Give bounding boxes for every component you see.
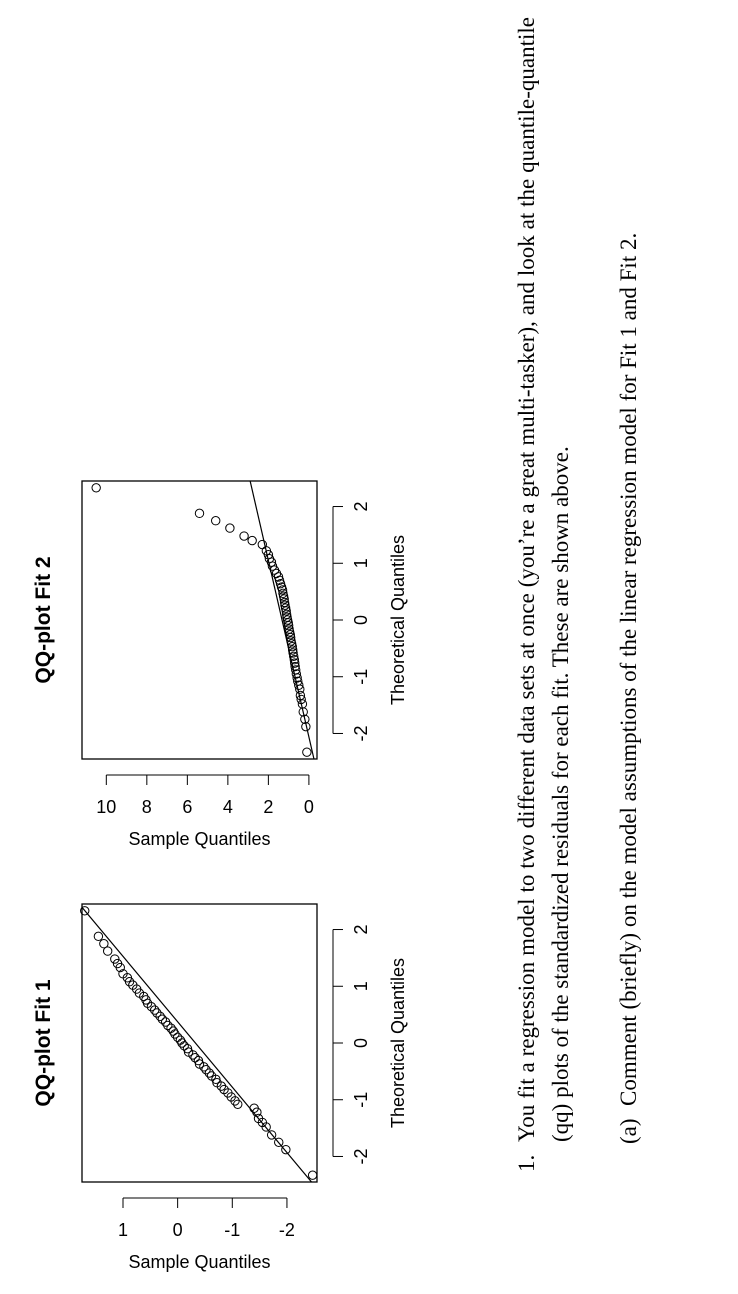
data-point [240, 532, 248, 540]
y-tick-label: 6 [182, 797, 193, 817]
y-tick-label: 8 [141, 797, 152, 817]
x-axis-label: Theoretical Quantiles [388, 957, 408, 1129]
data-point [282, 1145, 290, 1153]
data-point [195, 509, 203, 517]
question-number: 1. [514, 1154, 539, 1172]
question-text: You fit a regression model to two different data sets at once (you’re a great multi-tasker), and look at the quantile-quantile (qq) plots of the standardized residuals for each fit. These are shown above. [514, 17, 573, 1142]
plot-frame [82, 904, 317, 1182]
y-tick-label: 10 [96, 797, 117, 817]
y-tick-label: -2 [278, 1220, 295, 1240]
data-point [92, 484, 100, 492]
x-tick-label: 1 [351, 558, 371, 569]
y-axis-label: Sample Quantiles [128, 829, 271, 849]
subquestion-label: (a) [616, 1118, 641, 1144]
x-tick-label: -2 [351, 725, 371, 742]
plot-title: QQ-plot Fit 1 [32, 979, 55, 1107]
data-point [100, 940, 108, 948]
data-point [308, 1171, 316, 1179]
x-tick-label: -1 [351, 1091, 371, 1108]
x-tick-label: -1 [351, 668, 371, 685]
x-axis-label: Theoretical Quantiles [388, 534, 408, 706]
x-tick-label: 2 [351, 501, 371, 512]
subquestion-text: Comment (briefly) on the model assumptions of the linear regression model for Fit 1 and Fit 2. [616, 232, 641, 1106]
data-point [226, 524, 234, 532]
qq-plot-fit-2 [32, 481, 408, 849]
y-tick-label: 0 [303, 797, 314, 817]
x-tick-label: 0 [351, 614, 371, 626]
y-tick-label: -1 [224, 1220, 241, 1240]
data-point [150, 1006, 158, 1014]
question-1 [510, 17, 578, 1172]
y-tick-label: 1 [117, 1220, 128, 1240]
y-tick-label: 2 [263, 797, 274, 817]
x-tick-label: -2 [351, 1148, 371, 1165]
x-tick-label: 0 [351, 1037, 371, 1049]
x-tick-label: 1 [351, 981, 371, 992]
qq-reference-line [79, 904, 311, 1182]
data-point [94, 932, 102, 940]
data-point [303, 748, 311, 756]
y-axis-label: Sample Quantiles [128, 1252, 271, 1272]
x-tick-label: 2 [351, 924, 371, 935]
plot-title: QQ-plot Fit 2 [32, 556, 55, 684]
qq-reference-line [250, 481, 314, 759]
subquestion-a [612, 17, 646, 1144]
y-tick-label: 0 [172, 1220, 183, 1240]
y-tick-label: 4 [222, 797, 233, 817]
qq-plot-fit-1 [32, 904, 408, 1272]
data-point [212, 517, 220, 525]
data-point [248, 536, 256, 544]
